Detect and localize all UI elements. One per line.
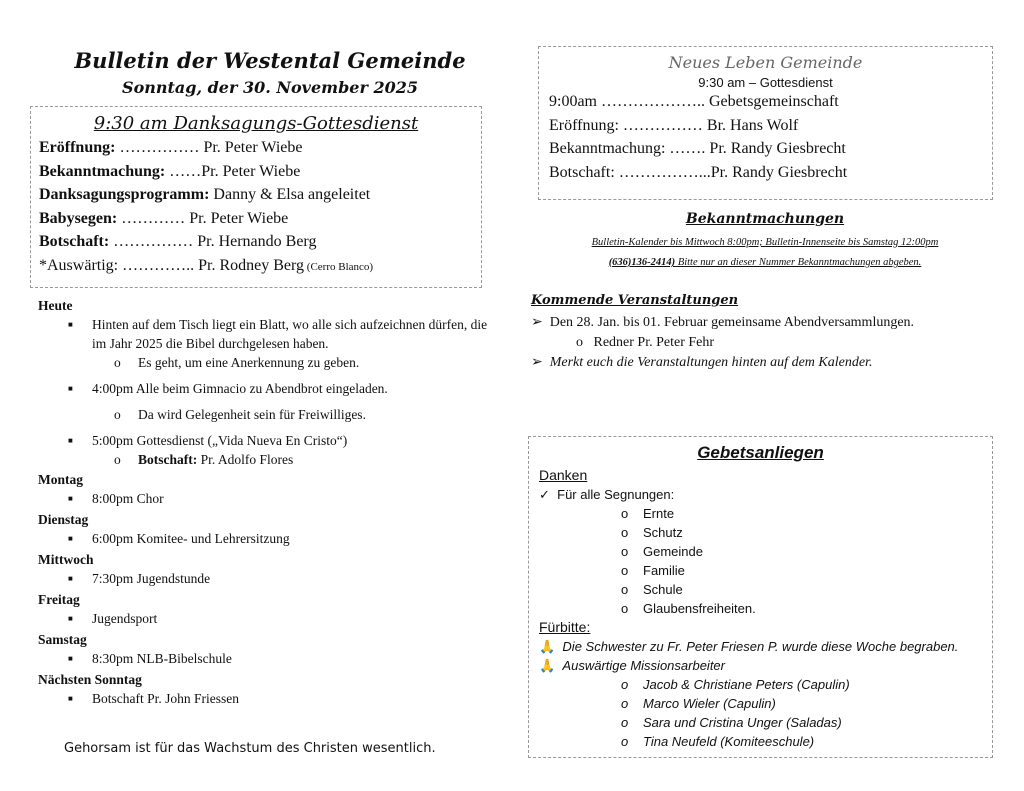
row-label: Botschaft: (39, 233, 110, 250)
danken-item (539, 485, 982, 504)
list-subitem (38, 450, 488, 469)
bulletin-title: Bulletin der Westental Gemeinde (74, 48, 466, 73)
prayer-title: Gebetsanliegen (697, 443, 824, 462)
row-dots: ………… (117, 209, 186, 227)
row-label: Botschaft: ……………... (549, 163, 711, 181)
event-item (531, 353, 914, 373)
row-value: Pr. Hernando Berg (193, 233, 317, 250)
day-heading: Dienstag (38, 512, 89, 527)
row-label: Danksagungsprogramm: (39, 186, 210, 203)
missionary-item: o Marco Wieler (Capulin) (539, 694, 982, 713)
day-heading: Samstag (38, 632, 87, 647)
list-item: ■ 8:30pm NLB-Bibelschule (38, 649, 488, 668)
row-value: Pr. Rodney Berg (194, 256, 305, 274)
service-row (39, 160, 473, 184)
botschaft-label: Botschaft: (138, 452, 198, 467)
nlg-row (549, 114, 982, 138)
fuerbitte-heading: Fürbitte: (539, 619, 591, 635)
row-value: Pr. Peter Wiebe (185, 209, 289, 227)
arrow-icon: ➢ (531, 315, 543, 330)
row-dots: ………….. (118, 256, 195, 274)
day-heading: Nächsten Sonntag (38, 672, 142, 687)
day-heading: Freitag (38, 592, 80, 607)
danken-heading: Danken (539, 467, 588, 483)
bek-title: Bekanntmachungen (685, 211, 845, 227)
day-heading: Montag (38, 472, 83, 487)
list-item: ■ 6:00pm Komitee- und Lehrersitzung (38, 529, 488, 548)
missionary-item: o Tina Neufeld (Komiteeschule) (539, 732, 982, 751)
service-row (39, 254, 473, 278)
footer-quote: Gehorsam ist für das Wachstum des Christen wesentlich. (64, 741, 436, 756)
events-title: Kommende Veranstaltungen (531, 293, 739, 308)
row-value: Gebetsgemeinschaft (705, 93, 839, 110)
schedule (38, 295, 488, 710)
nlg-subtitle: 9:30 am – Gottesdienst (698, 75, 833, 90)
danken-subitem: o Glaubensfreiheiten. (539, 599, 982, 618)
row-label: Babysegen: (39, 209, 118, 227)
row-value: Pr. Randy Giesbrecht (710, 163, 848, 181)
list-item: ■ 7:30pm Jugendstunde (38, 569, 488, 588)
service-row (39, 207, 473, 231)
row-value: Pr. Peter Wiebe (201, 162, 301, 180)
events-list (531, 313, 914, 373)
danken-subitem: o Schule (539, 580, 982, 599)
row-dots: …………… (115, 139, 200, 156)
check-icon: ✓ (539, 487, 550, 502)
danken-subitem: o Familie (539, 561, 982, 580)
missionary-item: o Jacob & Christiane Peters (Capulin) (539, 675, 982, 694)
row-value: Pr. Peter Wiebe (199, 139, 303, 156)
service-heading: 9:30 am Danksagungs-Gottesdienst (93, 113, 419, 134)
arrow-icon: ➢ (531, 355, 543, 370)
fuerbitte-item (539, 656, 982, 675)
nlg-title: Neues Leben Gemeinde (668, 53, 863, 72)
nlg-box (538, 46, 993, 200)
row-label: 9:00am ……………….. (549, 93, 705, 110)
nlg-row (549, 137, 982, 161)
event-item (531, 313, 914, 333)
service-row (39, 136, 473, 160)
list-subitem: o Es geht, um eine Anerkennung zu geben. (38, 353, 488, 372)
praying-hands-icon: 🙏 (539, 639, 556, 654)
event-subitem: o Redner Pr. Peter Fehr (576, 335, 715, 350)
service-row (39, 230, 473, 254)
list-item: ■ 8:00pm Chor (38, 489, 488, 508)
row-note: (Cerro Blanco) (304, 260, 374, 273)
list-subitem: o Da wird Gelegenheit sein für Freiwilliges. (38, 405, 488, 424)
bek-text (530, 233, 1000, 273)
prayer-box (528, 436, 993, 758)
speaker: Pr. Adolfo Flores (197, 452, 294, 467)
row-label: Bekanntmachung: (39, 162, 166, 180)
row-value: Danny & Elsa angeleitet (209, 186, 371, 203)
bek-line2: Bitte nur an dieser Nummer Bekanntmachungen abgeben. (675, 257, 922, 268)
praying-hands-icon: 🙏 (539, 658, 556, 673)
bek-line1: Bulletin-Kalender bis Mittwoch 8:00pm; Bulletin-Innenseite bis Samstag 12:00pm (591, 237, 939, 248)
row-label: Eröffnung: …………… (549, 116, 703, 134)
danken-subitem: o Ernte (539, 504, 982, 523)
service-row (39, 183, 473, 207)
list-item: ■ Hinten auf dem Tisch liegt ein Blatt, wo alle sich aufzeichnen dürfen, die im Jahr 2025 die Bibel durchgelesen haben. (38, 315, 488, 353)
event-text: Den 28. Jan. bis 01. Februar gemeinsame Abendversammlungen. (549, 315, 915, 330)
fuerbitte-text: Die Schwester zu Fr. Peter Friesen P. wurde diese Woche begraben. (562, 639, 959, 654)
list-item: ■ 4:00pm Alle beim Gimnacio zu Abendbrot eingeladen. (38, 379, 488, 398)
row-value: Br. Hans Wolf (702, 116, 799, 134)
event-text: Merkt euch die Veranstaltungen hinten auf dem Kalender. (549, 355, 873, 370)
fuerbitte-text: Auswärtige Missionsarbeiter (562, 658, 725, 673)
fuerbitte-item (539, 637, 982, 656)
row-dots: …………… (109, 233, 194, 250)
row-label: *Auswärtig: (39, 256, 119, 274)
service-box (30, 106, 482, 288)
event-speaker: Redner Pr. Peter Fehr (593, 335, 715, 350)
row-value: Pr. Randy Giesbrecht (705, 140, 846, 157)
day-heading: Mittwoch (38, 552, 94, 567)
row-label: Bekanntmachung: ……. (549, 140, 706, 157)
bulletin-date: Sonntag, der 30. November 2025 (122, 78, 418, 97)
row-dots: …… (165, 162, 202, 180)
danken-subitem: o Gemeinde (539, 542, 982, 561)
list-item: ■ 5:00pm Gottesdienst („Vida Nueva En Cristo“) (38, 431, 488, 450)
list-item: ■ Jugendsport (38, 609, 488, 628)
nlg-row (549, 161, 982, 185)
bek-phone: (636)136-2414) (608, 257, 676, 268)
day-heute: Heute (38, 298, 73, 313)
missionary-item: o Sara und Cristina Unger (Saladas) (539, 713, 982, 732)
nlg-row (549, 90, 982, 114)
danken-subitem: o Schutz (539, 523, 982, 542)
list-item: ■ Botschaft Pr. John Friessen (38, 689, 488, 708)
row-label: Eröffnung: (39, 139, 116, 156)
danken-text: Für alle Segnungen: (557, 487, 675, 502)
